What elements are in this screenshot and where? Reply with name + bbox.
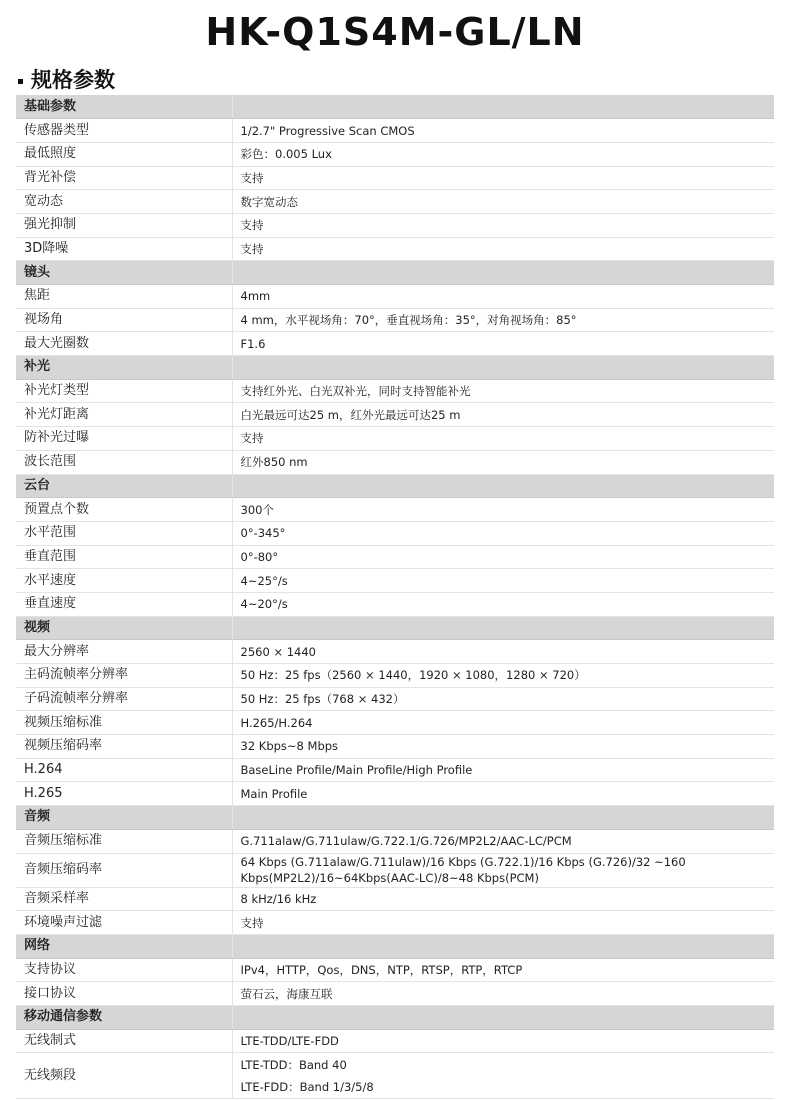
- category-spacer: [232, 356, 774, 380]
- category-spacer: [232, 474, 774, 498]
- category-title: 移动通信参数: [16, 1005, 232, 1029]
- spec-row: [16, 332, 774, 356]
- spec-row: [16, 213, 774, 237]
- spec-row: [16, 119, 774, 143]
- product-title: HK-Q1S4M-GL/LN: [205, 10, 585, 54]
- spec-value: 红外850 nm: [232, 450, 774, 474]
- spec-label: 补光灯距离: [16, 403, 232, 427]
- category-title: 基础参数: [16, 95, 232, 119]
- spec-label: 垂直速度: [16, 592, 232, 616]
- spec-value: 支持: [232, 911, 774, 935]
- spec-label: 水平速度: [16, 569, 232, 593]
- spec-value: 2560 × 1440: [232, 640, 774, 664]
- spec-value: [232, 1053, 774, 1099]
- spec-row: [16, 982, 774, 1006]
- spec-table: [16, 95, 774, 1099]
- category-row: [16, 356, 774, 380]
- spec-value: 支持: [232, 237, 774, 261]
- spec-row: [16, 887, 774, 911]
- spec-row: [16, 166, 774, 190]
- spec-label: 无线频段: [16, 1053, 232, 1099]
- spec-value: 彩色：0.005 Lux: [232, 142, 774, 166]
- section-heading: [18, 64, 115, 94]
- spec-label: 视场角: [16, 308, 232, 332]
- spec-label: 支持协议: [16, 958, 232, 982]
- spec-value: 1/2.7" Progressive Scan CMOS: [232, 119, 774, 143]
- spec-value: BaseLine Profile/Main Profile/High Profile: [232, 758, 774, 782]
- spec-label: 最大光圈数: [16, 332, 232, 356]
- spec-value: 4 mm，水平视场角：70°，垂直视场角：35°，对角视场角：85°: [232, 308, 774, 332]
- spec-value: 8 kHz/16 kHz: [232, 887, 774, 911]
- spec-label: 3D降噪: [16, 237, 232, 261]
- spec-value: 支持: [232, 166, 774, 190]
- spec-label: 传感器类型: [16, 119, 232, 143]
- category-spacer: [232, 806, 774, 830]
- spec-row: [16, 1029, 774, 1053]
- category-row: [16, 1005, 774, 1029]
- spec-label: 接口协议: [16, 982, 232, 1006]
- spec-value: LTE-TDD/LTE-FDD: [232, 1029, 774, 1053]
- spec-label: 无线制式: [16, 1029, 232, 1053]
- spec-value: 32 Kbps~8 Mbps: [232, 735, 774, 759]
- spec-value: 64 Kbps (G.711alaw/G.711ulaw)/16 Kbps (G.722.1)/16 Kbps (G.726)/32 ~160 Kbps(MP2L2)/16~64Kbps(AAC-LC)/8~48 Kbps(PCM): [232, 853, 774, 887]
- category-row: [16, 474, 774, 498]
- spec-label: 主码流帧率分辨率: [16, 664, 232, 688]
- spec-row: [16, 427, 774, 451]
- category-title: 云台: [16, 474, 232, 498]
- spec-label: 波长范围: [16, 450, 232, 474]
- category-title: 网络: [16, 934, 232, 958]
- spec-label: 视频压缩码率: [16, 735, 232, 759]
- section-heading-text: 规格参数: [31, 68, 115, 92]
- spec-row: [16, 664, 774, 688]
- category-title: 镜头: [16, 261, 232, 285]
- spec-label: 最大分辨率: [16, 640, 232, 664]
- spec-value: 支持: [232, 213, 774, 237]
- spec-row: [16, 711, 774, 735]
- category-spacer: [232, 1005, 774, 1029]
- category-row: [16, 934, 774, 958]
- spec-row: [16, 142, 774, 166]
- spec-value: F1.6: [232, 332, 774, 356]
- spec-label: 背光补偿: [16, 166, 232, 190]
- spec-value: IPv4，HTTP，Qos，DNS，NTP，RTSP，RTP，RTCP: [232, 958, 774, 982]
- category-row: [16, 261, 774, 285]
- spec-row: [16, 450, 774, 474]
- spec-row: [16, 829, 774, 853]
- category-title: 音频: [16, 806, 232, 830]
- spec-row: [16, 285, 774, 309]
- spec-row: [16, 190, 774, 214]
- spec-row: [16, 853, 774, 887]
- spec-label: 最低照度: [16, 142, 232, 166]
- spec-value-line: LTE-FDD：Band 1/3/5/8: [240, 1079, 374, 1094]
- spec-value: 支持红外光、白光双补光，同时支持智能补光: [232, 379, 774, 403]
- spec-value: 0°-80°: [232, 545, 774, 569]
- category-title: 补光: [16, 356, 232, 380]
- spec-value: Main Profile: [232, 782, 774, 806]
- spec-label: 垂直范围: [16, 545, 232, 569]
- category-row: [16, 806, 774, 830]
- category-spacer: [232, 261, 774, 285]
- spec-row: [16, 569, 774, 593]
- spec-value: 0°-345°: [232, 521, 774, 545]
- spec-label: 环境噪声过滤: [16, 911, 232, 935]
- category-spacer: [232, 934, 774, 958]
- category-row: [16, 95, 774, 119]
- spec-label: 防补光过曝: [16, 427, 232, 451]
- spec-label: 强光抑制: [16, 213, 232, 237]
- spec-value-line: LTE-TDD：Band 40: [240, 1057, 347, 1072]
- spec-value: G.711alaw/G.711ulaw/G.722.1/G.726/MP2L2/AAC-LC/PCM: [232, 829, 774, 853]
- spec-row: [16, 735, 774, 759]
- spec-row: [16, 758, 774, 782]
- spec-value: H.265/H.264: [232, 711, 774, 735]
- spec-row: [16, 545, 774, 569]
- spec-row: [16, 1053, 774, 1099]
- spec-label: 焦距: [16, 285, 232, 309]
- spec-value: 萤石云，海康互联: [232, 982, 774, 1006]
- spec-value: 4~25°/s: [232, 569, 774, 593]
- spec-label: 补光灯类型: [16, 379, 232, 403]
- spec-label: 音频压缩码率: [16, 853, 232, 887]
- spec-label: 音频采样率: [16, 887, 232, 911]
- spec-label: 音频压缩标准: [16, 829, 232, 853]
- spec-value: 数字宽动态: [232, 190, 774, 214]
- spec-label: H.265: [16, 782, 232, 806]
- spec-row: [16, 521, 774, 545]
- spec-value: 50 Hz：25 fps（768 × 432）: [232, 687, 774, 711]
- category-row: [16, 616, 774, 640]
- spec-label: H.264: [16, 758, 232, 782]
- spec-value: 300个: [232, 498, 774, 522]
- spec-label: 子码流帧率分辨率: [16, 687, 232, 711]
- category-spacer: [232, 95, 774, 119]
- spec-row: [16, 687, 774, 711]
- spec-label: 宽动态: [16, 190, 232, 214]
- spec-row: [16, 403, 774, 427]
- spec-row: [16, 592, 774, 616]
- spec-value: 支持: [232, 427, 774, 451]
- spec-label: 视频压缩标准: [16, 711, 232, 735]
- spec-row: [16, 958, 774, 982]
- spec-value: 4mm: [232, 285, 774, 309]
- spec-row: [16, 379, 774, 403]
- spec-value: 4~20°/s: [232, 592, 774, 616]
- bullet-icon: [18, 79, 23, 84]
- spec-row: [16, 640, 774, 664]
- spec-row: [16, 782, 774, 806]
- spec-row: [16, 308, 774, 332]
- spec-value: 50 Hz：25 fps（2560 × 1440，1920 × 1080，1280 × 720）: [232, 664, 774, 688]
- category-spacer: [232, 616, 774, 640]
- spec-row: [16, 911, 774, 935]
- spec-row: [16, 237, 774, 261]
- spec-row: [16, 498, 774, 522]
- spec-label: 预置点个数: [16, 498, 232, 522]
- category-title: 视频: [16, 616, 232, 640]
- spec-label: 水平范围: [16, 521, 232, 545]
- spec-value: 白光最远可达25 m，红外光最远可达25 m: [232, 403, 774, 427]
